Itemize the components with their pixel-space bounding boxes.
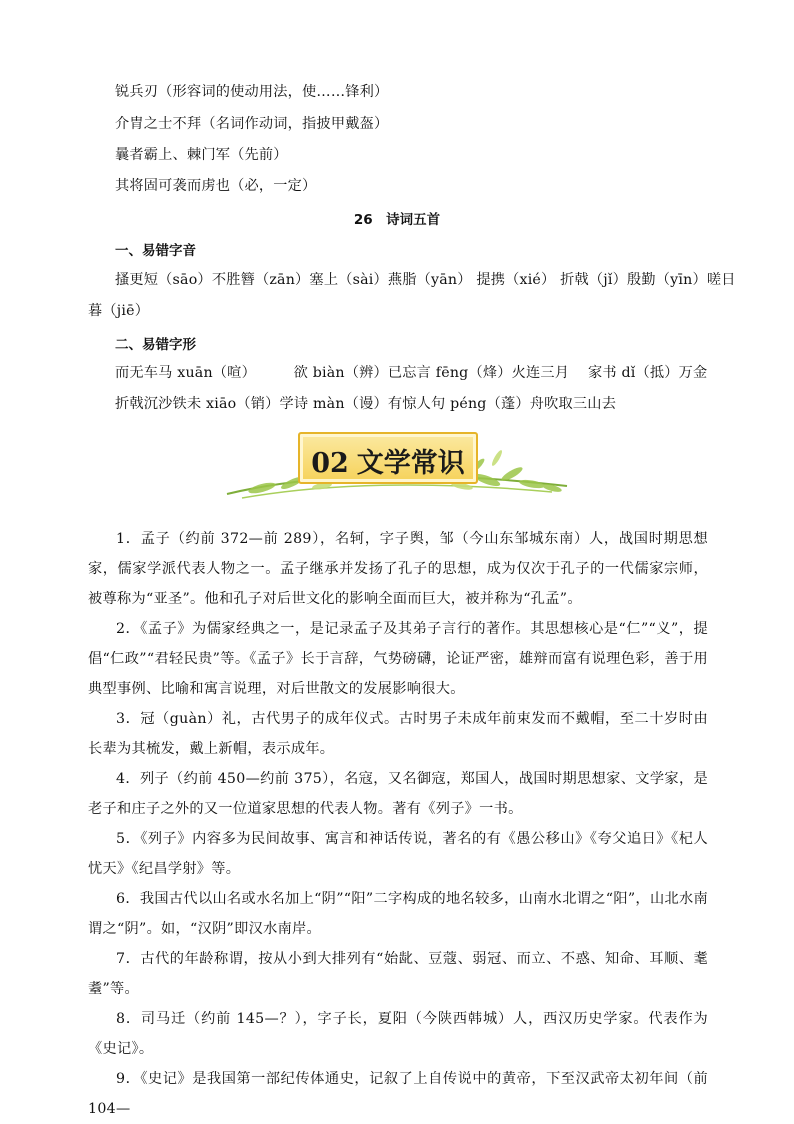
knowledge-item-5: 5．《列子》内容多为民间故事、寓言和神话传说，著名的有《愚公移山》《夸父追日》《杞人忧天》《纪昌学射》等。 [88, 831, 708, 877]
knowledge-item-9: 9．《史记》是我国第一部纪传体通史，记叙了上自传说中的黄帝，下至汉武帝太初年间（前 104— [88, 1071, 708, 1117]
knowledge-item-3: 3．冠（guàn）礼，古代男子的成年仪式。古时男子未成年前束发而不戴帽，至二十岁时由长辈为其梳发，戴上新帽，表示成年。 [88, 711, 708, 757]
knowledge-list [88, 524, 708, 1124]
banner-label: 文学常识 [356, 448, 465, 479]
heading-pronunciation: 一、易错字音 [115, 243, 196, 259]
knowledge-item-8: 8．司马迁（约前 145—？），字子长，夏阳（今陕西韩城）人，西汉历史学家。代表作为《史记》。 [88, 1011, 708, 1057]
characters-line-1: 而无车马 xuān（喧） 欲 biàn（辨）已忘言 fēng（烽）火连三月 家书 dǐ（抵）万金 [115, 365, 708, 381]
vocab-line-4: 其将固可袭而虏也（必，一定） [115, 178, 317, 194]
knowledge-item-6: 6．我国古代以山名或水名加上“阴”“阳”二字构成的地名较多，山南水北谓之“阳”，山北水南谓之“阴”。如，“汉阴”即汉水南岸。 [88, 891, 708, 937]
pronunciation-line-2: 暮（jiē） [88, 303, 150, 319]
knowledge-item-7: 7．古代的年龄称谓，按从小到大排列有“始龀、豆蔻、弱冠、而立、不惑、知命、耳顺、耄耋”等。 [88, 951, 708, 997]
knowledge-item-4: 4．列子（约前 450—约前 375），名寇，又名御寇，郑国人，战国时期思想家、文学家，是老子和庄子之外的又一位道家思想的代表人物。著有《列子》一书。 [88, 771, 708, 817]
pronunciation-line-1: 搔更短（sāo）不胜簪（zān）塞上（sài）燕脂（yān） 提携（xié） 折戟（jǐ）殷勤（yīn）嗟日 [115, 272, 736, 288]
knowledge-item-2: 2．《孟子》为儒家经典之一，是记录孟子及其弟子言行的著作。其思想核心是“仁”“义”，提倡“仁政”“君轻民贵”等。《孟子》长于言辞，气势磅礴，论证严密，雄辩而富有说理色彩，善于用典型事例、比喻和寓言说理，对后世散文的发展影响很大。 [88, 621, 708, 697]
banner-number: 02 [311, 448, 349, 479]
vocab-line-1: 锐兵刃（形容词的使动用法，使……锋利） [115, 84, 389, 100]
knowledge-item-1: 1．孟子（约前 372—前 289），名轲，字子舆，邹（今山东邹城东南）人，战国时期思想家，儒家学派代表人物之一。孟子继承并发扬了孔子的思想，成为仅次于孔子的一代儒家宗师，被尊称为“亚圣”。他和孔子对后世文化的影响全面而巨大，被并称为“孔孟”。 [88, 531, 708, 607]
characters-line-2: 折戟沉沙铁未 xiāo（销）学诗 màn（谩）有惊人句 péng（蓬）舟吹取三山去 [115, 396, 617, 412]
banner-title [300, 441, 476, 480]
section-banner [222, 428, 572, 508]
vocab-line-2: 介胄之士不拜（名词作动词，指披甲戴盔） [115, 116, 389, 132]
section-title: 26 诗词五首 [353, 212, 441, 228]
heading-characters: 二、易错字形 [115, 337, 196, 353]
banner-box [298, 432, 478, 484]
vocab-line-3: 曩者霸上、棘门军（先前） [115, 147, 288, 163]
